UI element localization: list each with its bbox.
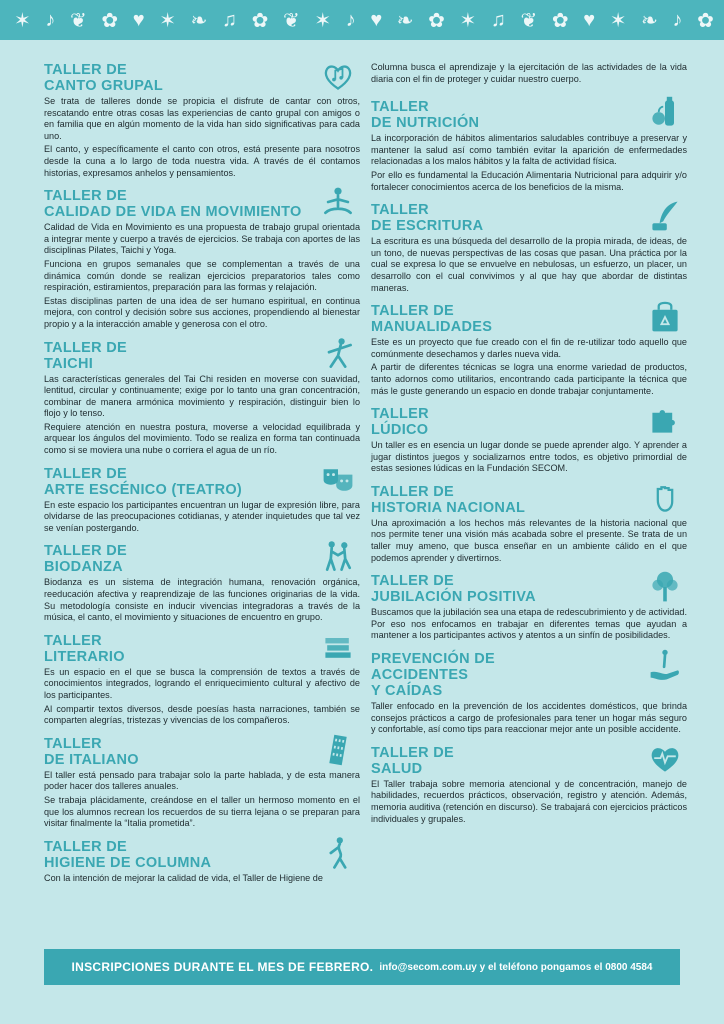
section-paragraph: El taller está pensado para trabajar solo la parte hablada, y de esta manera poder hacer dos talleres anuales. xyxy=(44,769,360,792)
section-title-line: TALLER xyxy=(371,99,429,116)
figure-icon: ❧ xyxy=(190,9,208,32)
section-title-line: HIGIENE DE COLUMNA xyxy=(44,854,212,871)
section-title xyxy=(371,303,687,335)
section-left_sections-4 xyxy=(44,543,360,623)
section-paragraph: Calidad de Vida en Movimiento es una propuesta de trabajo grupal orientada a integrar mente y cuerpo a través de ejercicios. Se trabaja con aportes de las disciplinas Pilates, Taichi y Yoga. xyxy=(44,222,360,256)
nutrition-icon xyxy=(645,93,685,133)
section-title-line: TALLER xyxy=(371,406,429,423)
section-right_sections-6 xyxy=(371,651,687,736)
section-title-line: DE ESCRITURA xyxy=(371,218,484,235)
figure-icon: ✿ xyxy=(551,9,569,32)
section-title-line: TALLER xyxy=(44,735,102,752)
section-title xyxy=(371,202,687,234)
meditation-icon xyxy=(318,182,358,222)
section-title-line: JUBILACIÓN POSITIVA xyxy=(371,589,536,606)
section-title xyxy=(44,340,360,372)
footer-banner xyxy=(44,949,680,985)
section-right_sections-0 xyxy=(371,99,687,193)
section-right_sections-3 xyxy=(371,406,687,475)
figure-icon: ✶ xyxy=(314,9,332,32)
figure-icon: ♪ xyxy=(45,8,56,31)
section-title-line: LÚDICO xyxy=(371,422,429,439)
section-title-line: TALLER xyxy=(44,632,102,649)
section-title xyxy=(44,466,360,498)
theater-masks-icon xyxy=(318,460,358,500)
left-column xyxy=(44,62,360,893)
figure-icon: ♫ xyxy=(490,8,506,31)
section-title-line: BIODANZA xyxy=(44,559,123,576)
figure-icon: ✿ xyxy=(101,9,119,32)
section-title-line: HISTORIA NACIONAL xyxy=(371,499,526,516)
section-title-line: ACCIDENTES xyxy=(371,667,469,684)
heartbeat-icon xyxy=(645,739,685,779)
section-paragraph: Estas disciplinas parten de una idea de ser humano espiritual, en continua mejora, con control y decisión sobre sus acciones, propendiendo al bienestar propio y a la interacción amable y generosa con el otro. xyxy=(44,295,360,329)
section-title-line: TALLER DE xyxy=(44,465,127,482)
section-paragraph: Biodanza es un sistema de integración humana, renovación orgánica, reeducación afectiva y reaprendizaje de las funciones originarias de la vida. Su metodología consiste en inducir vivencias integradoras a través de la música, el canto, el movimiento y situaciones de encuentro en grupo. xyxy=(44,577,360,623)
taichi-icon xyxy=(318,334,358,374)
figure-icon: ✿ xyxy=(697,9,714,32)
section-left_sections-3 xyxy=(44,466,360,535)
figure-icon: ✿ xyxy=(428,9,445,32)
section-paragraph: Al compartir textos diversos, desde poesías hasta narraciones, también se comparten alegrías, tristezas y vivencias de los compañeros. xyxy=(44,703,360,726)
footer-contact: info@secom.com.uy y el teléfono pongamos el 0800 4584 xyxy=(379,961,653,973)
footer-headline: INSCRIPCIONES DURANTE EL MES DE FEBRERO. xyxy=(71,960,374,974)
section-paragraph: Es un espacio en el que se busca la comprensión de textos a través de conocimientos integrados, logrando el enriquecimiento cultural y afectivo de los participantes. xyxy=(44,666,360,700)
tree-icon xyxy=(645,567,685,607)
figure-icon: ❧ xyxy=(641,9,658,32)
section-title xyxy=(44,839,360,871)
section-paragraph: El Taller trabaja sobre memoria atencional y de concentración, manejo de habilidades, recuerdos prácticos, observación, registro y atención. Además, memoria auditiva (retención en discurso). Se trabajará con ejercicios prácticos individuales y grupales. xyxy=(371,778,687,824)
section-title xyxy=(371,406,687,438)
figure-icon: ♥ xyxy=(370,8,383,31)
figure-icon: ♫ xyxy=(221,8,237,31)
figure-icon: ✶ xyxy=(459,9,477,32)
section-left_sections-2 xyxy=(44,340,360,457)
section-paragraph: Por ello es fundamental la Educación Alimentaria Nutricional para adquirir y/o fortalecer conocimientos acerca de los beneficios de la misma. xyxy=(371,169,687,192)
figure-icon: ✶ xyxy=(14,9,31,32)
section-paragraph: Un taller es en esencia un lugar donde se puede aprender algo. Y aprender a jugar distintos juegos y socializarnos entre todos, es objetivo primordial de estas sesiones lúdicas en la Fundación SECOM. xyxy=(371,440,687,474)
hand-figure-icon xyxy=(645,645,685,685)
section-title xyxy=(371,484,687,516)
section-title-line: PREVENCIÓN DE xyxy=(371,651,495,668)
section-left_sections-5 xyxy=(44,633,360,727)
section-paragraph: Se trabaja plácidamente, creándose en el taller un hermoso momento en el que los alumnos recrean los recuerdos de su tierra lejana o se preparan para visitar finalmente la “Italia prometida”. xyxy=(44,794,360,829)
section-title xyxy=(44,188,360,220)
section-paragraph: Funciona en grupos semanales que se complementan a través de una dinámica común donde se realizan ejercicios preparatorios tales como respiración, estiramientos, preparación para las formas y relajación. xyxy=(44,258,360,293)
section-paragraph: La escritura es una búsqueda del desarrollo de la propia mirada, de ideas, de un tono, de nuevas perspectivas de las cosas que pasan. Una práctica por la cual se expresa lo que se envuelve en nebulosas, un esfuerzo, un placer, un desarrollo con el cual convivimos y al que hay que abordar de distintas maneras. xyxy=(371,236,687,293)
section-title xyxy=(371,573,687,605)
figure-icon: ♥ xyxy=(583,8,596,31)
top-decorative-band xyxy=(0,0,724,40)
dancers-icon xyxy=(318,537,358,577)
section-left_sections-0 xyxy=(44,62,360,179)
section-title xyxy=(371,745,687,777)
figure-icon: ❦ xyxy=(520,9,538,32)
section-left_sections-6 xyxy=(44,736,360,830)
spine-figure-icon xyxy=(318,833,358,873)
quill-ink-icon xyxy=(645,196,685,236)
section-paragraph: En este espacio los participantes encuentran un lugar de expresión libre, para olvidarse de las preocupaciones cotidianas, y atender inquietudes que tal vez se venían postergando. xyxy=(44,499,360,533)
continued-text xyxy=(371,62,687,85)
section-left_sections-1 xyxy=(44,188,360,330)
section-title-line: MANUALIDADES xyxy=(371,319,493,336)
section-title-line: ARTE ESCÉNICO (TEATRO) xyxy=(44,481,243,498)
section-paragraph: Requiere atención en nuestra postura, moverse a velocidad equilibrada y arquear los ángulos del movimiento. Todo se realiza en forma tan continuada como si se moviera una nube o corriera el agua de un río. xyxy=(44,421,360,456)
section-title-line: TALLER DE xyxy=(371,573,454,590)
section-paragraph: Las características generales del Tai Chi residen en moverse con suavidad, lentitud, circular y continuamente; exige por lo tanto una gran concentración, combinar de manera armónica movimiento y respiración, distinguir bien lo flojo y lo tenso. xyxy=(44,373,360,419)
pisa-tower-icon xyxy=(318,730,358,770)
section-title xyxy=(44,62,360,94)
figure-icon: ❦ xyxy=(282,9,300,32)
section-title-line: TALLER DE xyxy=(44,62,127,78)
section-title-line: DE ITALIANO xyxy=(44,751,139,768)
recycle-bag-icon xyxy=(645,297,685,337)
section-title xyxy=(44,633,360,665)
section-title xyxy=(44,543,360,575)
right-sections xyxy=(371,99,687,825)
figure-icon: ✶ xyxy=(609,9,627,32)
section-title-line: CALIDAD DE VIDA EN MOVIMIENTO xyxy=(44,204,302,221)
section-title-line: TALLER DE xyxy=(44,543,127,560)
section-paragraph: Con la intención de mejorar la calidad de vida, el Taller de Higiene de xyxy=(44,872,323,883)
section-right_sections-4 xyxy=(371,484,687,564)
figure-icon: ❧ xyxy=(396,9,414,32)
decorative-icons-row xyxy=(14,6,714,34)
section-title xyxy=(44,736,360,768)
section-right_sections-5 xyxy=(371,573,687,642)
section-title-line: Y CAÍDAS xyxy=(371,683,443,700)
section-right_sections-7 xyxy=(371,745,687,825)
section-title-line: TALLER DE xyxy=(44,339,127,356)
figure-icon: ❦ xyxy=(69,9,87,32)
section-title-line: SALUD xyxy=(371,760,423,777)
section-title-line: TALLER DE xyxy=(371,483,454,500)
figure-icon: ✶ xyxy=(159,9,176,32)
section-paragraph: La incorporación de hábitos alimentarios saludables contribuye a preservar y mantener la salud así como también evitar la aparición de enfermedades relacionadas a los malos hábitos y la falta de actividad física. xyxy=(371,133,687,167)
section-title-line: LITERARIO xyxy=(44,648,125,665)
section-title-line: TALLER DE xyxy=(44,838,127,855)
section-title-line: TALLER xyxy=(371,202,429,219)
section-paragraph: Una aproximación a los hechos más relevantes de la historia nacional que nos permite tener una visión más acabada sobre el presente. Se trata de un taller muy ameno, que busca enseñar en un ambiente cálido en el que podemos aprender y divertirnos. xyxy=(371,517,687,563)
section-paragraph: El canto, y específicamente el canto con otros, está presente para nosotros desde la cuna a lo largo de toda nuestra vida. A través de él contamos historias, expresamos anhelos y pensamientos. xyxy=(44,144,360,178)
section-paragraph: Taller enfocado en la prevención de los accidentes domésticos, que brinda consejos prácticos a cargo de profesionales para tener un hogar más seguro y confortable, así como tips para reaccionar mejor ante un posible accidente. xyxy=(371,701,687,735)
continued-paragraph: Columna busca el aprendizaje y la ejercitación de las actividades de la vida diaria con el fin de proteger y cuidar nuestro cuerpo. xyxy=(371,62,687,84)
section-left_sections-7 xyxy=(44,839,360,885)
figure-icon: ♪ xyxy=(345,8,356,31)
figure-icon: ♪ xyxy=(672,8,683,31)
section-paragraph: A partir de diferentes técnicas se logra una enorme variedad de productos, tanto adornos como utilitarios, encontrando cada participante la técnica que más le guste generando un espacio en donde trabajar conjuntamente. xyxy=(371,362,687,396)
section-title xyxy=(371,99,687,131)
section-paragraph: Buscamos que la jubilación sea una etapa de redescubrimiento y de actividad. Por eso nos enfocamos en trabajar en diferentes temas que ayudan a mantener a los participantes activos y atentos a un sinfín de posibilidades. xyxy=(371,607,687,641)
section-title-line: TAICHI xyxy=(44,355,94,372)
raised-fist-icon xyxy=(645,478,685,518)
music-heart-icon xyxy=(318,56,358,96)
section-right_sections-2 xyxy=(371,303,687,397)
right-column xyxy=(371,62,687,834)
section-title-line: DE NUTRICIÓN xyxy=(371,115,480,132)
books-icon xyxy=(318,627,358,667)
puzzle-icon xyxy=(645,400,685,440)
section-title-line: TALLER DE xyxy=(371,744,454,761)
section-title-line: CANTO GRUPAL xyxy=(44,78,164,94)
section-title xyxy=(371,651,687,699)
section-right_sections-1 xyxy=(371,202,687,294)
section-title-line: TALLER DE xyxy=(371,303,454,320)
figure-icon: ♥ xyxy=(132,8,145,31)
section-title-line: TALLER DE xyxy=(44,188,127,205)
section-paragraph: Este es un proyecto que fue creado con el fin de re-utilizar todo aquello que comúnmente desechamos y darles nueva vida. xyxy=(371,337,687,359)
section-paragraph: Se trata de talleres donde se propicia el disfrute de cantar con otros, rescatando entre otras cosas las experiencias de canto grupal con amigos o en familia que en algún momento de la vida han sido significativas para cada uno. xyxy=(44,96,360,141)
figure-icon: ✿ xyxy=(251,9,269,32)
